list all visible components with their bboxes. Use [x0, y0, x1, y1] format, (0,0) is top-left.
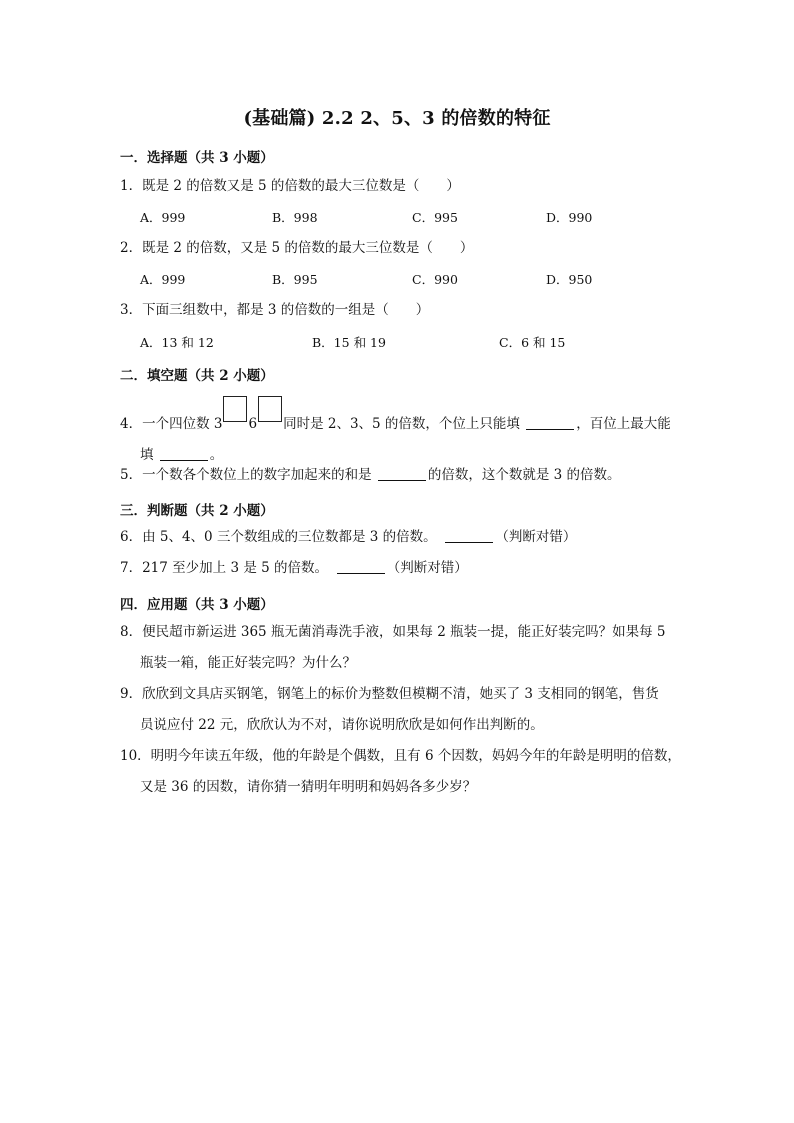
question-9-line: 9．欣欣到文具店买钢笔，钢笔上的标价为整数但模糊不清，她买了 3 支相同的钢笔，售货: [120, 686, 659, 702]
option-d: D．990: [546, 210, 593, 225]
question-8: [120, 617, 682, 679]
question-6: [120, 522, 682, 553]
question-8-line: 8．便民超市新运进 365 瓶无菌消毒洗手液，如果每 2 瓶装一提，能正好装完吗？如果每 5: [120, 624, 666, 640]
answer-blank[interactable]: [160, 446, 208, 461]
option-c: C．6 和 15: [499, 335, 566, 350]
question-4-text: 。: [209, 447, 224, 463]
question-5-text: 5．一个数各个数位上的数字加起来的和是: [120, 467, 376, 483]
question-3: [120, 295, 682, 326]
question-7-text: 7．217 至少加上 3 是 5 的倍数。: [120, 560, 322, 576]
question-6-text: 6．由 5、4、0 三个数组成的三位数都是 3 的倍数。: [120, 529, 430, 545]
answer-blank[interactable]: [445, 528, 493, 543]
question-9-line: 员说应付 22 元，欣欣认为不对，请你说明欣欣是如何作出判断的。: [140, 717, 544, 733]
question-10: [120, 741, 690, 803]
question-3-options: [140, 333, 700, 353]
question-3-stem: 3．下面三组数中，都是 3 的倍数的一组是（ ）: [120, 302, 430, 318]
page-title: (基础篇) 2.2 2、5、3 的倍数的特征: [243, 108, 551, 129]
question-10-line: 10．明明今年读五年级，他的年龄是个偶数，且有 6 个因数，妈妈今年的年龄是明明的倍数，: [120, 748, 681, 764]
question-2: [120, 233, 682, 264]
section-heading-application: 四．应用题（共 3 小题）: [120, 597, 274, 613]
question-1-options: [140, 208, 700, 228]
question-10-line: 又是 36 的因数，请你猜一猜明年明明和妈妈各多少岁？: [140, 779, 477, 795]
option-a: A．999: [140, 210, 186, 225]
option-c: C．995: [412, 210, 458, 225]
question-2-options: [140, 270, 700, 290]
answer-blank[interactable]: [337, 559, 385, 574]
section-heading-judge: 三．判断题（共 2 小题）: [120, 503, 274, 519]
question-5: [120, 460, 682, 491]
question-4-text: 同时是 2、3、5 的倍数，个位上只能填: [283, 416, 525, 432]
question-6-text: （判断对错）: [495, 529, 577, 545]
question-7: [120, 553, 682, 584]
question-4-text: 填: [140, 447, 158, 463]
question-7-text: （判断对错）: [386, 560, 468, 576]
option-a: A．999: [140, 272, 186, 287]
option-b: B．995: [272, 272, 318, 287]
question-9: [120, 679, 682, 741]
option-b: B．998: [272, 210, 318, 225]
option-a: A．13 和 12: [140, 335, 214, 350]
answer-blank[interactable]: [378, 466, 426, 481]
question-2-stem: 2．既是 2 的倍数，又是 5 的倍数的最大三位数是（ ）: [120, 240, 474, 256]
question-8-line: 瓶装一箱，能正好装完吗？为什么？: [140, 655, 356, 671]
question-4-text: 4．一个四位数 3: [120, 416, 223, 432]
question-5-text: 的倍数，这个数就是 3 的倍数。: [427, 467, 621, 483]
digit-box[interactable]: [223, 396, 247, 422]
option-b: B．15 和 19: [312, 335, 386, 350]
question-1-stem: 1．既是 2 的倍数又是 5 的倍数的最大三位数是（ ）: [120, 178, 460, 194]
section-heading-choice: 一．选择题（共 3 小题）: [120, 150, 274, 166]
answer-blank[interactable]: [526, 415, 574, 430]
question-1: [120, 171, 682, 202]
option-c: C．990: [412, 272, 458, 287]
question-4-text: 6: [248, 416, 258, 432]
option-d: D．950: [546, 272, 593, 287]
digit-box[interactable]: [258, 396, 282, 422]
section-heading-fill: 二．填空题（共 2 小题）: [120, 368, 274, 384]
question-4-text: ，百位上最大能: [576, 416, 671, 432]
